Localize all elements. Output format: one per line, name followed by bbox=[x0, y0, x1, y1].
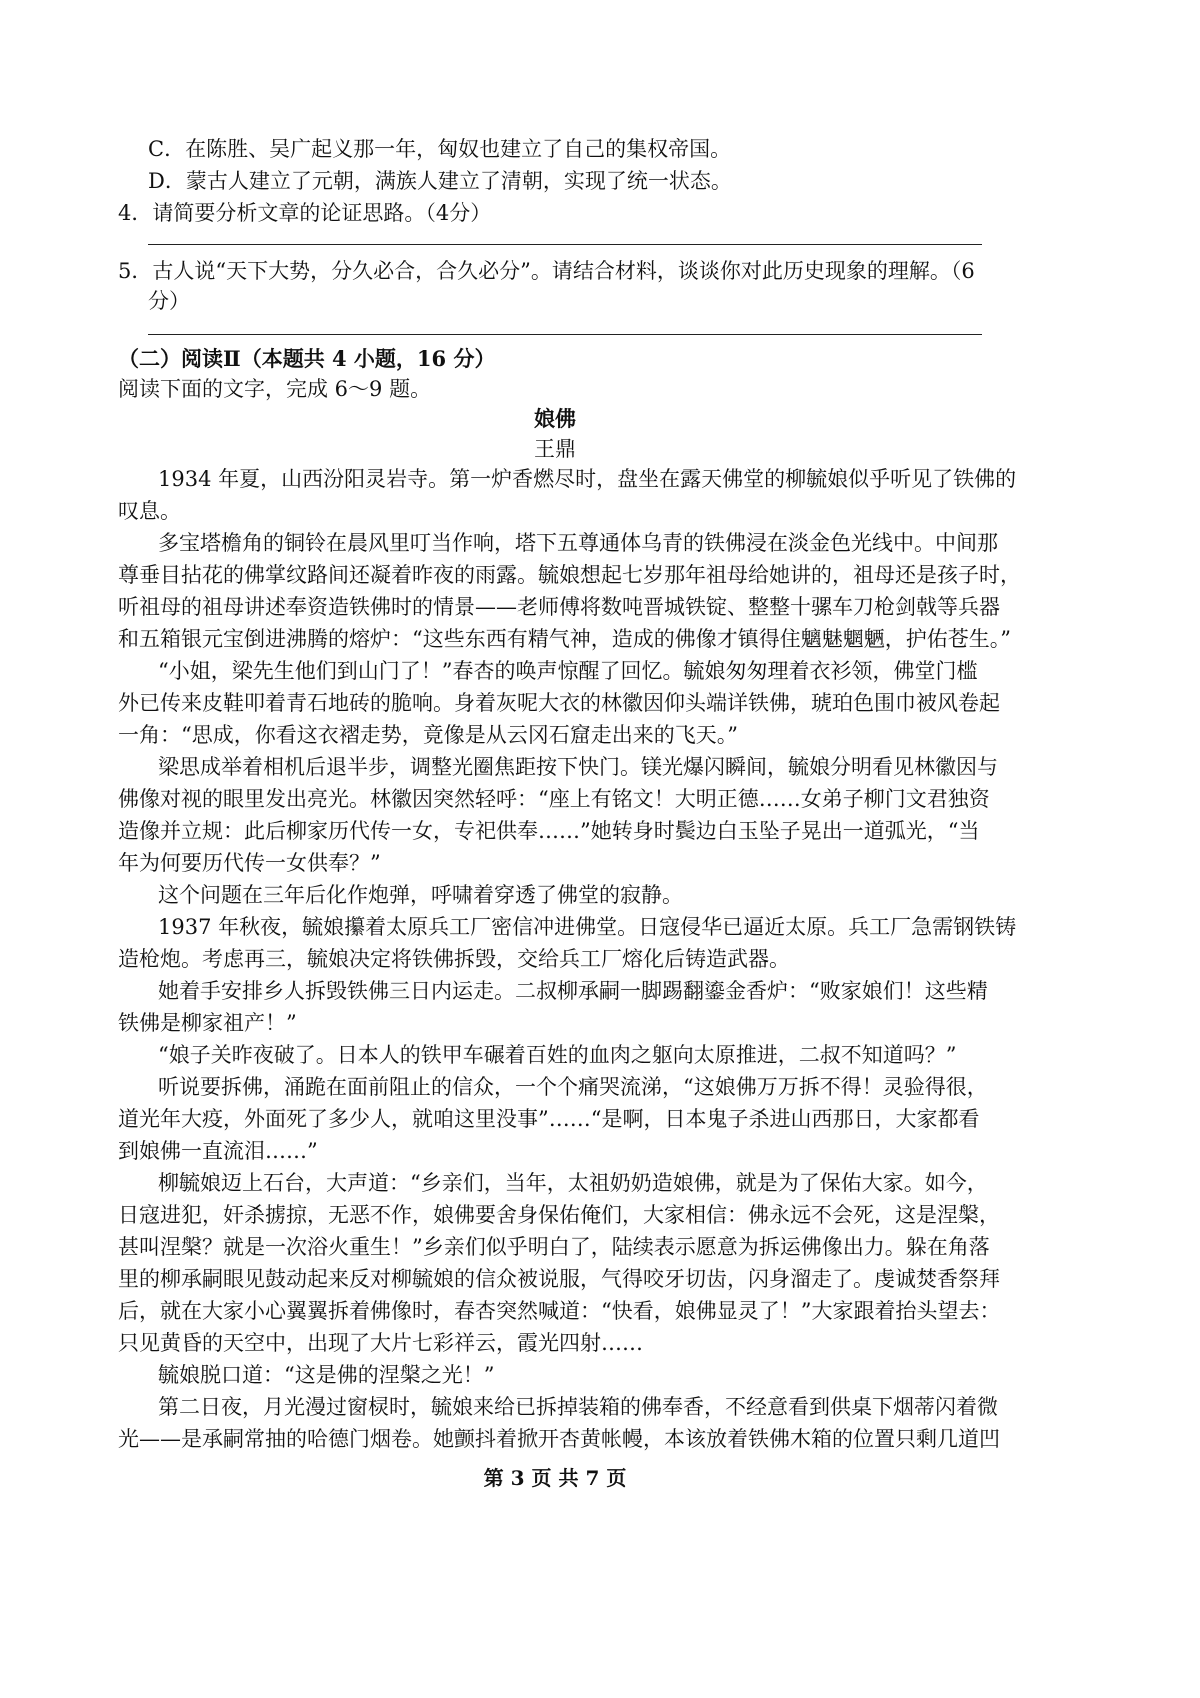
article-line: “娘子关昨夜破了。日本人的铁甲车碾着百姓的血肉之躯向太原推进，二叔不知道吗？” bbox=[158, 1043, 957, 1067]
article-line: 年为何要历代传一女供奉？” bbox=[118, 851, 381, 875]
article-line: 到娘佛一直流泪……” bbox=[118, 1139, 318, 1163]
article-line: 这个问题在三年后化作炮弹，呼啸着穿透了佛堂的寂静。 bbox=[158, 883, 683, 907]
article-line: 佛像对视的眼里发出亮光。林徽因突然轻呼：“座上有铭文！大明正德……女弟子柳门文君独资 bbox=[118, 787, 990, 811]
article-line: 毓娘脱口道：“这是佛的涅槃之光！” bbox=[158, 1363, 495, 1387]
article-line: 柳毓娘迈上石台，大声道：“乡亲们，当年，太祖奶奶造娘佛，就是为了保佑大家。如今， bbox=[158, 1171, 988, 1195]
article-line: 后，就在大家小心翼翼拆着佛像时，春杏突然喊道：“快看，娘佛显灵了！”大家跟着抬头望去： bbox=[118, 1299, 1001, 1323]
article-line: 叹息。 bbox=[118, 499, 181, 523]
article-line: 梁思成举着相机后退半步，调整光圈焦距按下快门。镁光爆闪瞬间，毓娘分明看见林徽因与 bbox=[158, 755, 998, 779]
article-line: “小姐，梁先生他们到山门了！”春杏的唤声惊醒了回忆。毓娘匆匆理着衣衫领，佛堂门槛 bbox=[158, 659, 978, 683]
option-c: C．在陈胜、吴广起义那一年，匈奴也建立了自己的集权帝国。 bbox=[148, 137, 732, 161]
article-line: 日寇进犯，奸杀掳掠，无恶不作，娘佛要舍身保佑俺们，大家相信：佛永远不会死，这是涅槃， bbox=[118, 1203, 1000, 1227]
answer-line-q4 bbox=[148, 244, 982, 245]
article-line: 光——是承嗣常抽的哈德门烟卷。她颤抖着掀开杏黄帐幔，本该放着铁佛木箱的位置只剩几道凹 bbox=[118, 1427, 1000, 1451]
article-line: 外已传来皮鞋叩着青石地砖的脆响。身着灰呢大衣的林徽因仰头端详铁佛，琥珀色围巾被风卷起 bbox=[118, 691, 1000, 715]
article-line: 尊垂目拈花的佛掌纹路间还凝着昨夜的雨露。毓娘想起七岁那年祖母给她讲的，祖母还是孩子时， bbox=[118, 563, 1021, 587]
section-heading: （二）阅读Ⅱ（本题共 4 小题，16 分） bbox=[118, 346, 496, 371]
section-instruction: 阅读下面的文字，完成 6～9 题。 bbox=[118, 377, 432, 401]
article-line: 里的柳承嗣眼见鼓动起来反对柳毓娘的信众被说服，气得咬牙切齿，闪身溜走了。虔诚焚香祭拜 bbox=[118, 1267, 1000, 1291]
article-line: 第二日夜，月光漫过窗棂时，毓娘来给已拆掉装箱的佛奉香，不经意看到供桌下烟蒂闪着微 bbox=[158, 1395, 998, 1419]
article-line: 1934 年夏，山西汾阳灵岩寺。第一炉香燃尽时，盘坐在露天佛堂的柳毓娘似乎听见了铁佛的 bbox=[158, 467, 1017, 491]
option-d: D．蒙古人建立了元朝，满族人建立了清朝，实现了统一状态。 bbox=[148, 169, 732, 193]
article-line: 一角：“思成，你看这衣褶走势，竟像是从云冈石窟走出来的飞天。” bbox=[118, 723, 738, 747]
question-5-line-1: 5．古人说“天下大势，分久必合，合久必分”。请结合材料，谈谈你对此历史现象的理解。（6 bbox=[118, 259, 975, 283]
page-footer: 第 3 页 共 7 页 bbox=[483, 1466, 627, 1490]
answer-line-q5 bbox=[148, 334, 982, 335]
article-line: 造枪炮。考虑再三，毓娘决定将铁佛拆毁，交给兵工厂熔化后铸造武器。 bbox=[118, 947, 790, 971]
article-line: 甚叫涅槃？就是一次浴火重生！”乡亲们似乎明白了，陆续表示愿意为拆运佛像出力。躲在角落 bbox=[118, 1235, 990, 1259]
article-title: 娘佛 bbox=[534, 406, 576, 431]
article-line: 她着手安排乡人拆毁铁佛三日内运走。二叔柳承嗣一脚踢翻鎏金香炉：“败家娘们！这些精 bbox=[158, 979, 988, 1003]
question-4: 4．请简要分析文章的论证思路。（4分） bbox=[118, 201, 492, 225]
article-line: 道光年大疫，外面死了多少人，就咱这里没事”……“是啊，日本鬼子杀进山西那日，大家都看 bbox=[118, 1107, 980, 1131]
article-line: 铁佛是柳家祖产！” bbox=[118, 1011, 297, 1035]
article-line: 听说要拆佛，涌跪在面前阻止的信众，一个个痛哭流涕，“这娘佛万万拆不得！灵验得很， bbox=[158, 1075, 988, 1099]
article-line: 造像并立规：此后柳家历代传一女，专祀供奉……”她转身时鬓边白玉坠子晃出一道弧光，“当 bbox=[118, 819, 980, 843]
article-line: 只见黄昏的天空中，出现了大片七彩祥云，霞光四射…… bbox=[118, 1331, 643, 1355]
article-line: 听祖母的祖母讲述奉资造铁佛时的情景——老师傅将数吨晋城铁锭、整整十骡车刀枪剑戟等兵器 bbox=[118, 595, 1000, 619]
article-line: 1937 年秋夜，毓娘攥着太原兵工厂密信冲进佛堂。日寇侵华已逼近太原。兵工厂急需钢铁铸 bbox=[158, 915, 1017, 939]
question-5-line-2: 分） bbox=[148, 289, 190, 313]
article-author: 王鼎 bbox=[534, 437, 576, 461]
article-line: 多宝塔檐角的铜铃在晨风里叮当作响，塔下五尊通体乌青的铁佛浸在淡金色光线中。中间那 bbox=[158, 531, 998, 555]
article-line: 和五箱银元宝倒进沸腾的熔炉：“这些东西有精气神，造成的佛像才镇得住魑魅魍魉，护佑苍生。” bbox=[118, 627, 1011, 651]
